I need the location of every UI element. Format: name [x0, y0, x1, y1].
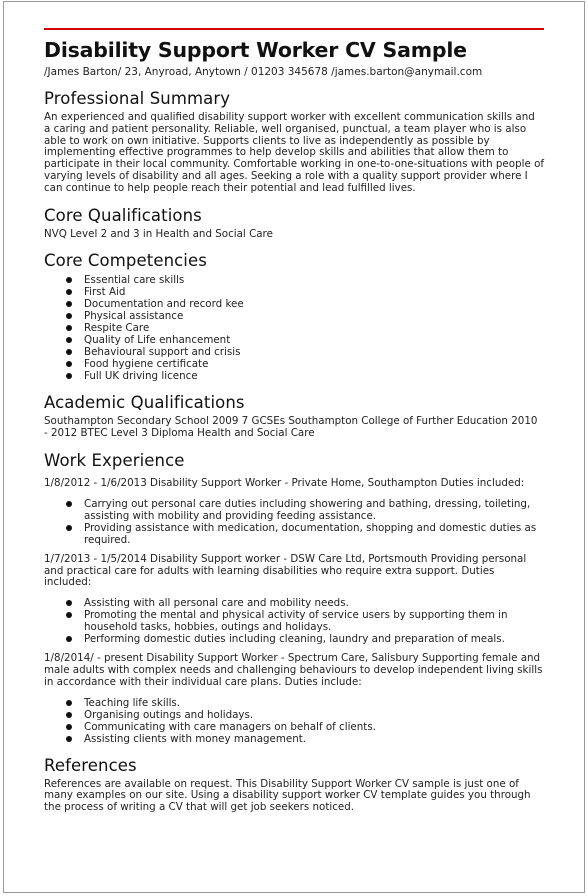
list-item: Carrying out personal care duties including showering and bathing, dressing, toileting, assisting with mobility and providing feeding assistance. [66, 498, 544, 522]
list-item: Assisting with all personal care and mobility needs. [66, 597, 544, 609]
list-item: Teaching life skills. [66, 697, 544, 709]
competencies-heading: Core Competencies [44, 251, 207, 271]
list-item: Documentation and record kee [66, 298, 544, 310]
list-item: First Aid [66, 286, 544, 298]
work-heading: Work Experience [44, 450, 185, 470]
job-duties [44, 597, 544, 645]
list-item: Promoting the mental and physical activity of service users by supporting them in household tasks, hobbies, outings and holidays. [66, 609, 544, 633]
references-heading: References [44, 755, 137, 775]
job-intro: 1/8/2014/ - present Disability Support Worker - Spectrum Care, Salisbury Supporting female and male adults with complex needs and challenging behaviours to develop independent living skills in accordance with their individual care plans. Duties include: [44, 652, 543, 688]
qualifications-heading: Core Qualifications [44, 205, 202, 225]
job-entry-1 [44, 478, 544, 546]
job-duties [44, 498, 544, 546]
qualifications-text: NVQ Level 2 and 3 in Health and Social Care [44, 227, 273, 240]
academic-text: Southampton Secondary School 2009 7 GCSEs Southampton College of Further Education 2010 - 2012 BTEC Level 3 Diploma Health and Social Care [44, 415, 538, 440]
list-item: Full UK driving licence [66, 370, 544, 382]
job-entry-3 [44, 653, 544, 744]
list-item: Assisting clients with money management. [66, 733, 544, 745]
list-item: Performing domestic duties including cleaning, laundry and preparation of meals. [66, 633, 544, 645]
competencies-list [44, 274, 544, 382]
list-item: Organising outings and holidays. [66, 709, 544, 721]
cv-title: Disability Support Worker CV Sample [44, 38, 467, 62]
academic-heading: Academic Qualifications [44, 393, 245, 413]
list-item: Communicating with care managers on behalf of clients. [66, 721, 544, 733]
cv-document [44, 38, 544, 814]
references-text: References are available on request. This Disability Support Worker CV sample is just one of many examples on our site. Using a disability support worker CV template guides you through the process of writing a CV that will get job seekers noticed. [44, 777, 531, 814]
list-item: Physical assistance [66, 310, 544, 322]
list-item: Essential care skills [66, 274, 544, 286]
list-item: Food hygiene certificate [66, 358, 544, 370]
job-duties [44, 697, 544, 745]
summary-heading: Professional Summary [44, 89, 231, 108]
job-intro: 1/8/2012 - 1/6/2013 Disability Support Worker - Private Home, Southampton Duties included: [44, 476, 525, 489]
summary-text: An experienced and qualified disability support worker with excellent communication skills and a caring and patient personality. Reliable, well organised, punctual, a team player who is also able to work on own initiative. Supports clients to live as independently as possible by implementing effective programmes to help develop skills and abilities that allow them to participate in their local community. Comfortable working in one-to-one-situations with people of varying levels of disability and all ages. Seeking a role with a quality support provider where I can continue to help people reach their potential and lead fulfilled lives. [44, 111, 544, 194]
job-intro: 1/7/2013 - 1/5/2014 Disability Support worker - DSW Care Ltd, Portsmouth Providing personal and practical care for adults with learning disabilities who require extra support. Duties included: [44, 552, 527, 589]
contact-line: /James Barton/ 23, Anyroad, Anytown / 01203 345678 /james.barton@anymail.com [44, 66, 483, 78]
list-item: Respite Care [66, 322, 544, 334]
job-entry-2 [44, 554, 544, 645]
list-item: Providing assistance with medication, documentation, shopping and domestic duties as required. [66, 522, 544, 546]
header-rule [44, 28, 544, 30]
list-item: Quality of Life enhancement [66, 334, 544, 346]
list-item: Behavioural support and crisis [66, 346, 544, 358]
